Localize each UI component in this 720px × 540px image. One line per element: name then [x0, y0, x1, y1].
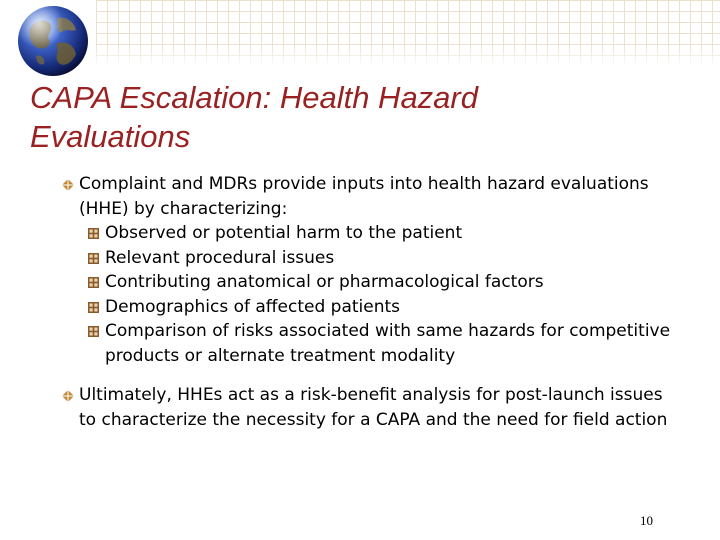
square-bullet-icon: [88, 302, 99, 313]
sub-bullet-text: Contributing anatomical or pharmacological factors: [105, 272, 544, 292]
bullet-item: [62, 172, 682, 221]
bullet-text: Complaint and MDRs provide inputs into health hazard evaluations (HHE) by characterizing:: [79, 174, 649, 219]
globe-icon: [16, 4, 90, 78]
square-bullet-icon: [88, 253, 99, 264]
sub-bullet-text: Comparison of risks associated with same hazards for competitive products or alternate treatment modality: [105, 321, 671, 366]
diamond-bullet-icon: [62, 179, 74, 191]
bullet-item: [62, 383, 682, 432]
sub-bullet-text: Demographics of affected patients: [105, 296, 401, 317]
square-bullet-icon: [88, 228, 99, 239]
sub-bullet-item: [88, 246, 682, 271]
sub-bullet-item: [88, 319, 682, 368]
sub-bullet-text: Relevant procedural issues: [105, 247, 335, 268]
diamond-bullet-icon: [62, 390, 74, 402]
slide-title: CAPA Escalation: Health Hazard Evaluations: [30, 80, 478, 154]
sub-bullet-item: [88, 221, 682, 246]
sub-bullet-item: [88, 295, 682, 320]
page-number: 10: [640, 513, 653, 528]
bullet-list: [62, 172, 682, 432]
square-bullet-icon: [88, 326, 99, 337]
sub-bullet-text: Observed or potential harm to the patient: [105, 223, 463, 243]
bullet-text: Ultimately, HHEs act as a risk-benefit analysis for post-launch issues to characterize the necessity for a CAPA and the need for field action: [79, 385, 668, 430]
sub-bullet-item: [88, 270, 682, 295]
square-bullet-icon: [88, 277, 99, 288]
